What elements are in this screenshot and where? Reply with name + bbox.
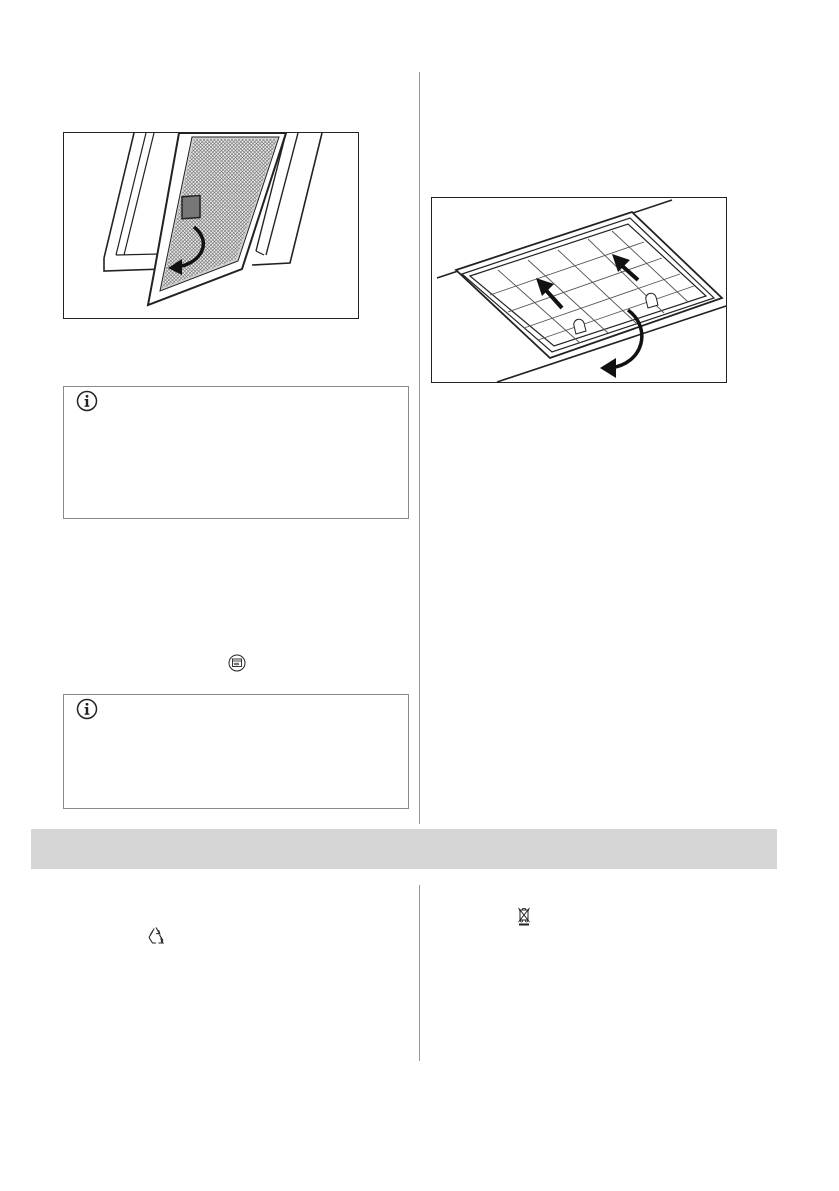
- grease-filter-removal-illustration: [63, 132, 359, 319]
- column-divider-top: [419, 72, 420, 824]
- column-divider-bottom: [419, 885, 420, 1061]
- info-icon: [76, 390, 98, 412]
- dishwasher-icon: [228, 654, 246, 672]
- info-note-2: [63, 694, 409, 809]
- section-band: [31, 829, 777, 869]
- recycle-icon: [146, 925, 166, 945]
- info-note-1: [63, 386, 409, 519]
- info-icon: [76, 698, 98, 720]
- weee-bin-icon: [517, 906, 531, 926]
- carbon-filter-drawing: [432, 198, 726, 382]
- carbon-filter-install-illustration: [431, 197, 727, 383]
- grease-filter-drawing: [64, 133, 358, 318]
